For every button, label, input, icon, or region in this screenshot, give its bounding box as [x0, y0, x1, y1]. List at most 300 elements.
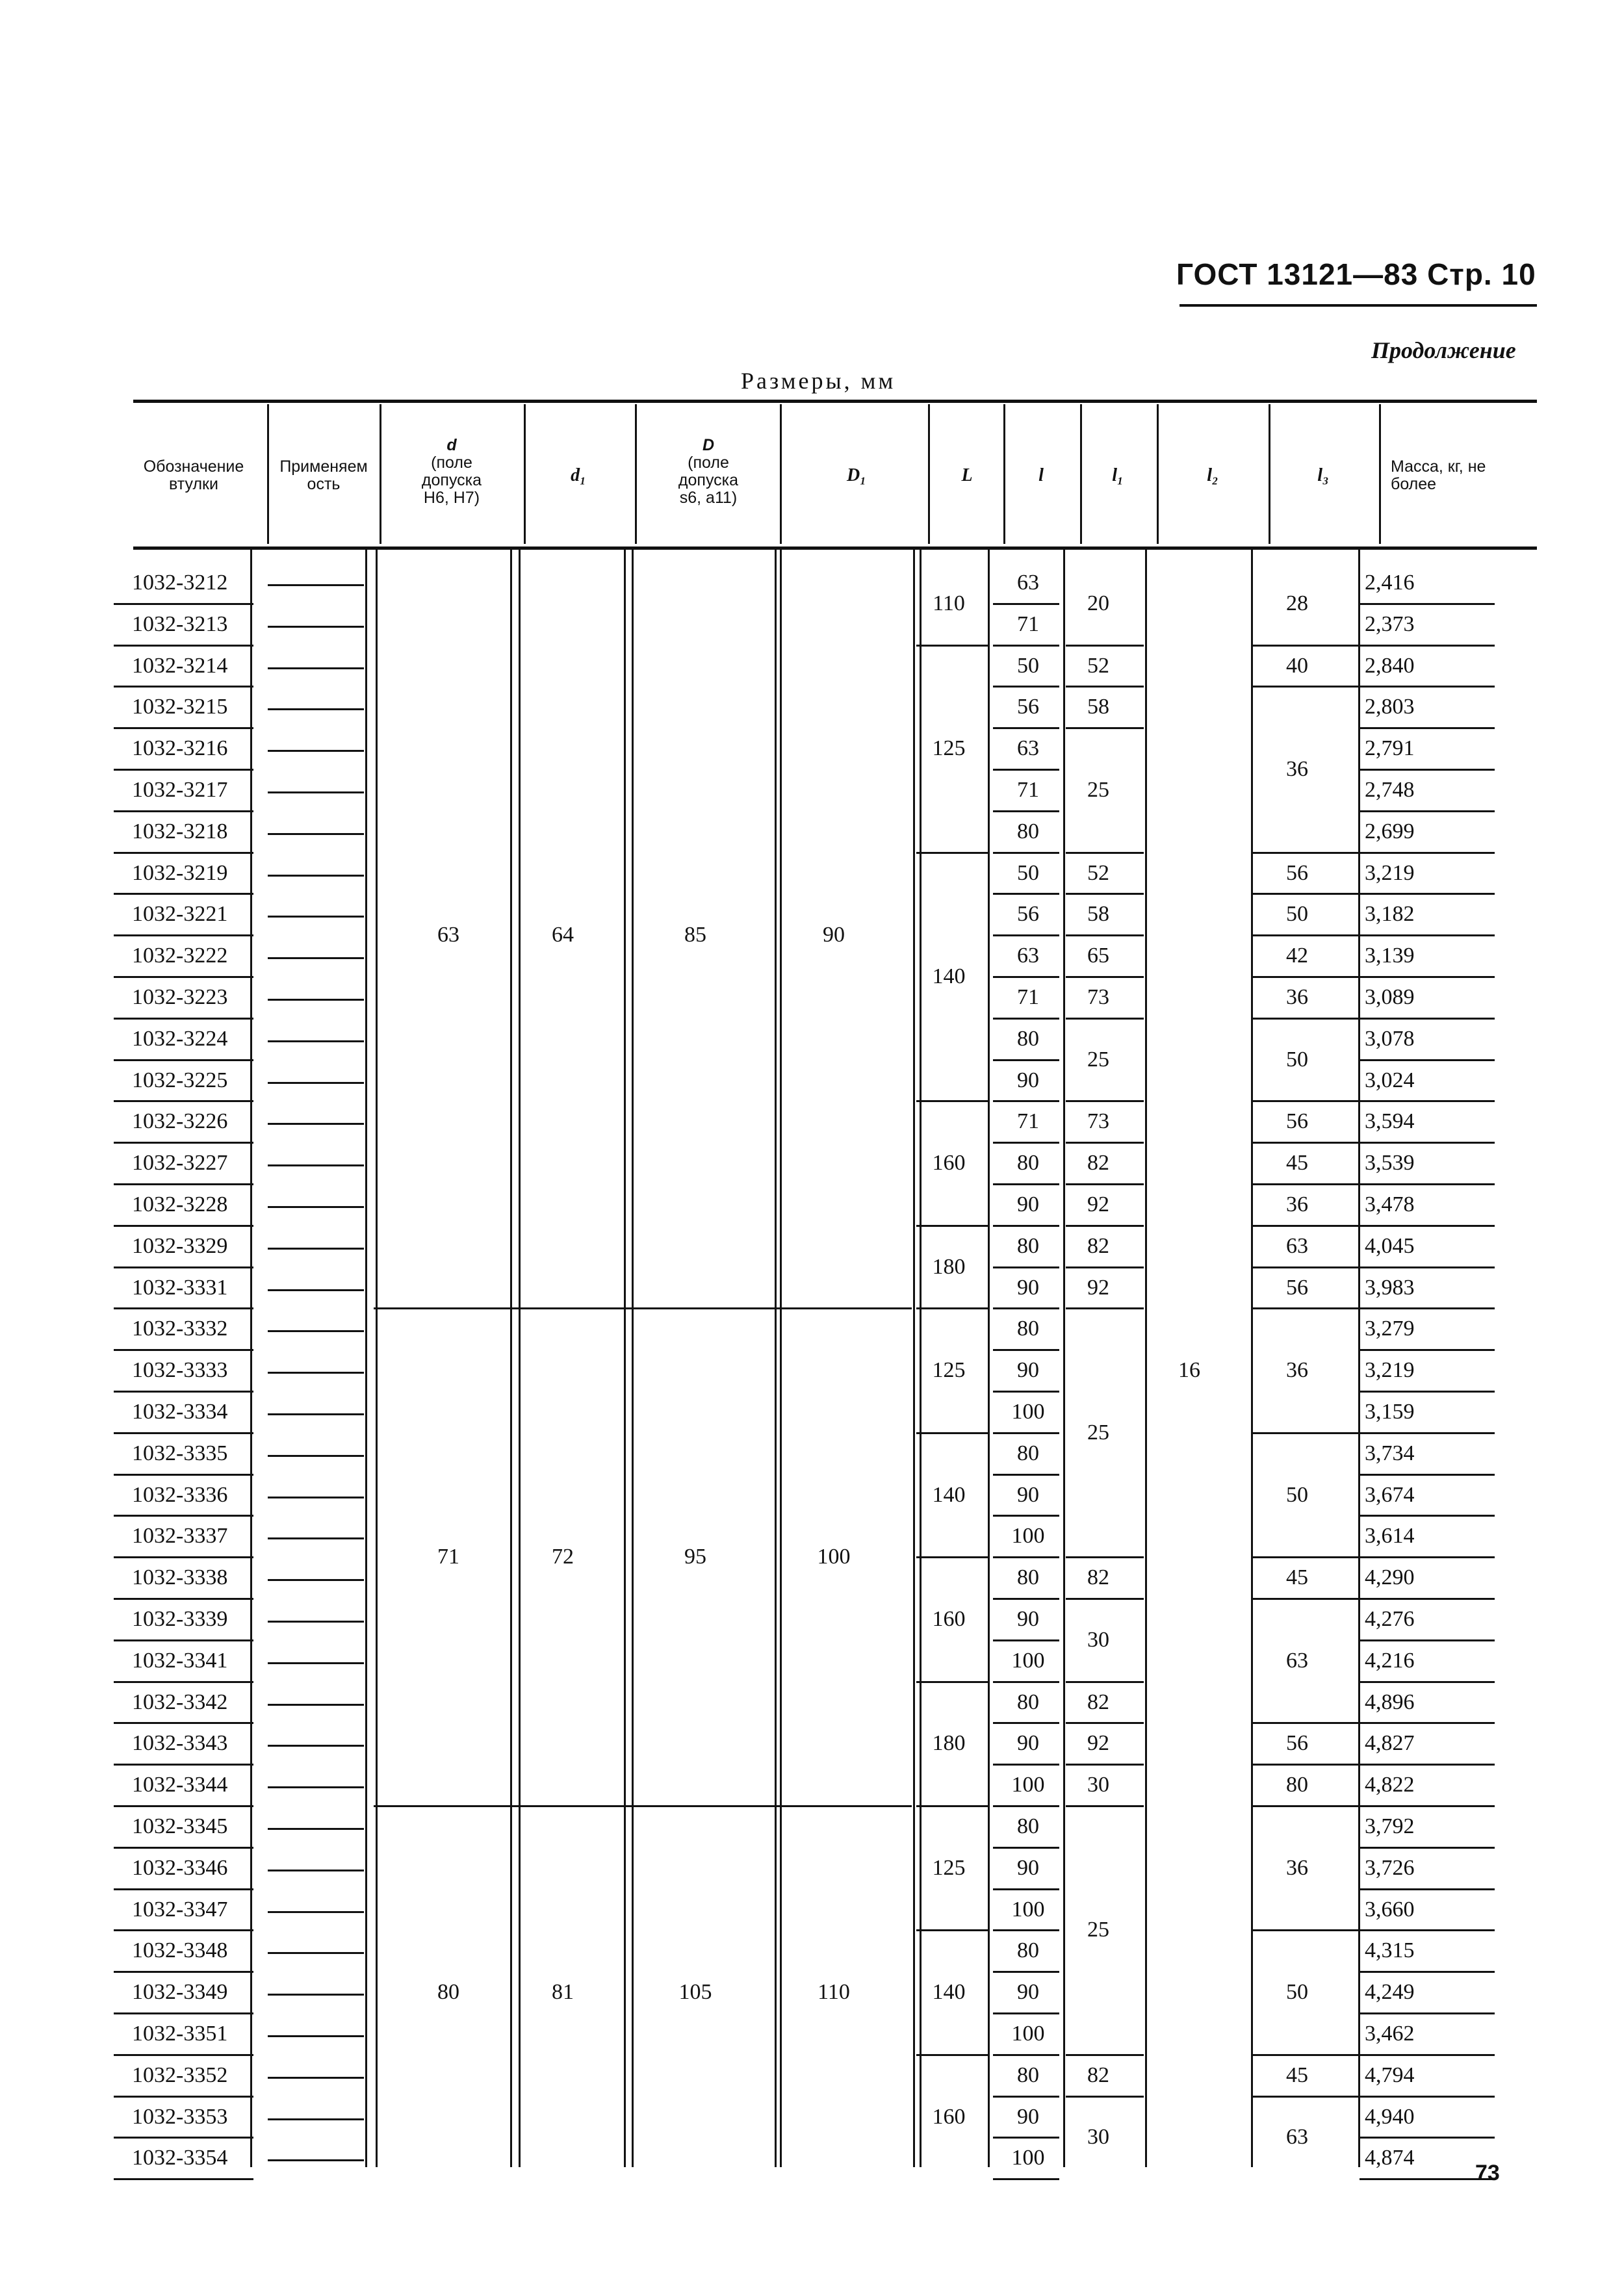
applicability-line	[268, 833, 364, 835]
l1-group-rule	[1066, 1556, 1144, 1558]
l3-group-rule	[1251, 1929, 1358, 1931]
applicability-line	[268, 1123, 364, 1125]
mass-rule	[1360, 1018, 1495, 1020]
l3-group-cell: 50	[1286, 1047, 1308, 1072]
applicability-line	[268, 1704, 364, 1706]
l1-group-cell: 25	[1087, 1918, 1109, 1942]
designation-cell: 1032-3339	[132, 1606, 228, 1631]
designation-underline	[114, 2096, 253, 2098]
l-cell: 71	[1017, 1109, 1039, 1134]
page-label: Стр. 10	[1427, 257, 1536, 291]
l-rule	[993, 686, 1059, 688]
L-group-cell: 125	[932, 1358, 966, 1383]
applicability-line	[268, 1289, 364, 1291]
d-group-cell: 80	[437, 1980, 459, 2005]
l-cell: 100	[1011, 1648, 1045, 1673]
l1-group-cell: 52	[1087, 860, 1109, 885]
l-cell: 50	[1017, 860, 1039, 885]
designation-cell: 1032-3345	[132, 1814, 228, 1838]
l-cell: 71	[1017, 984, 1039, 1009]
l1-group-rule	[1066, 1183, 1144, 1185]
mass-cell: 3,159	[1365, 1399, 1415, 1424]
l-rule	[993, 603, 1059, 605]
d1-group-cell: 64	[552, 923, 574, 947]
body-divider	[775, 549, 777, 2167]
col-header-d	[409, 437, 494, 507]
L-group-rule	[916, 1681, 988, 1683]
designation-underline	[114, 1598, 253, 1600]
mass-cell: 3,089	[1365, 984, 1415, 1009]
l3-group-rule	[1251, 1018, 1358, 1020]
applicability-line	[268, 1372, 364, 1374]
l1-group-rule	[1066, 1764, 1144, 1766]
mass-cell: 3,726	[1365, 1855, 1415, 1880]
applicability-line	[268, 1040, 364, 1042]
L-group-rule	[916, 1929, 988, 1931]
L-group-rule	[916, 1100, 988, 1102]
mass-rule	[1360, 1929, 1495, 1931]
mass-cell: 4,874	[1365, 2146, 1415, 2170]
mass-cell: 4,315	[1365, 1938, 1415, 1963]
col-header-l3: l₃	[1317, 465, 1329, 485]
l3-group-cell: 80	[1286, 1773, 1308, 1797]
l3-group-rule	[1251, 1183, 1358, 1185]
mass-cell: 3,983	[1365, 1275, 1415, 1300]
designation-underline	[114, 1474, 253, 1476]
applicability-line	[268, 1911, 364, 1913]
l-cell: 80	[1017, 1938, 1039, 1963]
applicability-line	[268, 1870, 364, 1871]
l3-group-rule	[1251, 893, 1358, 895]
l-cell: 80	[1017, 1690, 1039, 1714]
l3-group-rule	[1251, 1142, 1358, 1144]
l-cell: 80	[1017, 819, 1039, 843]
l1-group-cell: 58	[1087, 902, 1109, 927]
L-group-cell: 160	[932, 1606, 966, 1631]
designation-underline	[114, 1266, 253, 1268]
D1-group-cell: 110	[818, 1980, 850, 2005]
applicability-line	[268, 708, 364, 710]
designation-cell: 1032-3223	[132, 984, 228, 1009]
l3-group-cell: 36	[1286, 984, 1308, 1009]
mass-rule	[1360, 1805, 1495, 1807]
l-rule	[993, 1100, 1059, 1102]
col-header-d-note: (поле допуска H6, H7)	[421, 454, 482, 507]
mass-cell: 4,827	[1365, 1731, 1415, 1756]
mass-cell: 3,792	[1365, 1814, 1415, 1838]
mass-cell: 4,822	[1365, 1773, 1415, 1797]
body-divider	[988, 549, 990, 2167]
l1-group-cell: 82	[1087, 1565, 1109, 1590]
body-divider	[365, 549, 367, 2167]
designation-cell: 1032-3348	[132, 1938, 228, 1963]
l3-group-rule	[1251, 2096, 1358, 2098]
header-divider	[1269, 404, 1270, 544]
col-header-d1: d₁	[571, 465, 586, 485]
l1-group-cell: 92	[1087, 1731, 1109, 1756]
l1-group-rule	[1066, 2054, 1144, 2056]
l-cell: 80	[1017, 1565, 1039, 1590]
designation-underline	[114, 1888, 253, 1890]
mass-rule	[1360, 1432, 1495, 1434]
applicability-line	[268, 2077, 364, 2079]
mass-rule	[1360, 1266, 1495, 1268]
l1-group-cell: 92	[1087, 1275, 1109, 1300]
l-cell: 56	[1017, 902, 1039, 927]
designation-underline	[114, 852, 253, 854]
d-group-cell: 71	[437, 1545, 459, 1569]
header-divider	[1080, 404, 1082, 544]
applicability-line	[268, 791, 364, 793]
L-group-cell: 140	[932, 1482, 966, 1507]
l-rule	[993, 1349, 1059, 1351]
body-divider	[1145, 549, 1147, 2167]
l-rule	[993, 1639, 1059, 1641]
designation-cell: 1032-3352	[132, 2063, 228, 2087]
l3-group-rule	[1251, 1225, 1358, 1227]
mass-cell: 3,078	[1365, 1026, 1415, 1051]
designation-underline	[114, 976, 253, 978]
l-cell: 56	[1017, 695, 1039, 719]
l3-group-cell: 56	[1286, 860, 1308, 885]
mass-rule	[1360, 1722, 1495, 1724]
designation-underline	[114, 1059, 253, 1061]
l1-group-cell: 82	[1087, 1690, 1109, 1714]
l-rule	[993, 893, 1059, 895]
l-rule	[993, 1225, 1059, 1227]
L-group-rule	[916, 852, 988, 854]
l3-group-cell: 36	[1286, 1192, 1308, 1216]
l1-group-rule	[1066, 976, 1144, 978]
D-group-cell: 85	[684, 923, 706, 947]
designation-underline	[114, 893, 253, 895]
l-rule	[993, 976, 1059, 978]
L-group-rule	[916, 645, 988, 647]
designation-cell: 1032-3222	[132, 944, 228, 968]
designation-cell: 1032-3217	[132, 777, 228, 802]
designation-underline	[114, 1515, 253, 1517]
designation-cell: 1032-3216	[132, 736, 228, 761]
l-rule	[993, 1391, 1059, 1393]
l-cell: 100	[1011, 1897, 1045, 1922]
D1-group-cell: 90	[823, 923, 845, 947]
mass-cell: 2,699	[1365, 819, 1415, 843]
l1-group-rule	[1066, 645, 1144, 647]
applicability-line	[268, 957, 364, 959]
l3-group-cell: 56	[1286, 1109, 1308, 1134]
mass-cell: 4,940	[1365, 2104, 1415, 2129]
applicability-line	[268, 1952, 364, 1954]
L-group-rule	[916, 2054, 988, 2056]
l-cell: 63	[1017, 944, 1039, 968]
designation-cell: 1032-3333	[132, 1358, 228, 1383]
l-cell: 80	[1017, 1814, 1039, 1838]
l-cell: 90	[1017, 1482, 1039, 1507]
l-cell: 90	[1017, 1606, 1039, 1631]
l1-group-cell: 30	[1087, 1627, 1109, 1652]
l-rule	[993, 645, 1059, 647]
designation-underline	[114, 1018, 253, 1020]
l-rule	[993, 1598, 1059, 1600]
mass-cell: 4,794	[1365, 2063, 1415, 2087]
l1-group-rule	[1066, 2096, 1144, 2098]
mass-rule	[1360, 852, 1495, 854]
applicability-line	[268, 584, 364, 586]
mass-rule	[1360, 2137, 1495, 2139]
L-group-cell: 160	[932, 1151, 966, 1176]
l1-group-cell: 82	[1087, 1151, 1109, 1176]
l3-group-rule	[1251, 976, 1358, 978]
mass-cell: 2,840	[1365, 653, 1415, 678]
L-group-cell: 140	[932, 1980, 966, 2005]
l1-group-rule	[1066, 1805, 1144, 1807]
mass-rule	[1360, 1142, 1495, 1144]
d1-group-cell: 81	[552, 1980, 574, 2005]
designation-underline	[114, 2137, 253, 2139]
l-rule	[993, 769, 1059, 771]
mass-cell: 4,216	[1365, 1648, 1415, 1673]
designation-underline	[114, 2012, 253, 2014]
body-divider	[1358, 549, 1360, 2167]
mass-rule	[1360, 1059, 1495, 1061]
designation-underline	[114, 2178, 253, 2180]
designation-cell: 1032-3331	[132, 1275, 228, 1300]
mass-rule	[1360, 2178, 1495, 2180]
mass-rule	[1360, 1183, 1495, 1185]
l-rule	[993, 2054, 1059, 2056]
l3-group-cell: 40	[1286, 653, 1308, 678]
mass-rule	[1360, 686, 1495, 688]
l3-group-cell: 50	[1286, 1482, 1308, 1507]
D-group-cell: 105	[678, 1980, 712, 2005]
l1-group-cell: 25	[1087, 1420, 1109, 1445]
designation-cell: 1032-3228	[132, 1192, 228, 1216]
mass-rule	[1360, 727, 1495, 729]
mass-rule	[1360, 976, 1495, 978]
l3-group-cell: 45	[1286, 1151, 1308, 1176]
l1-group-cell: 73	[1087, 984, 1109, 1009]
D-group-cell: 95	[684, 1545, 706, 1569]
mass-rule	[1360, 2096, 1495, 2098]
body-divider	[920, 549, 922, 2167]
mass-rule	[1360, 1100, 1495, 1102]
l1-group-rule	[1066, 893, 1144, 895]
l-cell: 100	[1011, 1524, 1045, 1549]
designation-underline	[114, 1432, 253, 1434]
L-group-rule	[916, 1556, 988, 1558]
l1-group-rule	[1066, 727, 1144, 729]
L-group-cell: 180	[932, 1731, 966, 1756]
designation-cell: 1032-3227	[132, 1151, 228, 1176]
L-group-rule	[916, 1805, 988, 1807]
D1-group-rule	[777, 1805, 912, 1807]
designation-underline	[114, 1639, 253, 1641]
l-rule	[993, 1764, 1059, 1766]
l-cell: 90	[1017, 1980, 1039, 2005]
col-header-d-symbol: d	[446, 436, 457, 454]
mass-cell: 3,139	[1365, 944, 1415, 968]
l3-group-rule	[1251, 1432, 1358, 1434]
l1-group-rule	[1066, 1307, 1144, 1309]
l-cell: 80	[1017, 2063, 1039, 2087]
mass-rule	[1360, 769, 1495, 771]
l3-group-cell: 63	[1286, 2125, 1308, 2150]
l3-group-cell: 63	[1286, 1233, 1308, 1258]
mass-cell: 3,614	[1365, 1524, 1415, 1549]
designation-underline	[114, 1391, 253, 1393]
D-group-rule	[627, 1805, 777, 1807]
designation-cell: 1032-3224	[132, 1026, 228, 1051]
applicability-line	[268, 1455, 364, 1457]
designation-cell: 1032-3349	[132, 1980, 228, 2005]
designation-underline	[114, 1183, 253, 1185]
l1-group-cell: 82	[1087, 2063, 1109, 2087]
l-cell: 90	[1017, 1192, 1039, 1216]
designation-cell: 1032-3218	[132, 819, 228, 843]
body-divider	[632, 549, 634, 2167]
L-group-cell: 125	[932, 1855, 966, 1880]
l-rule	[993, 1183, 1059, 1185]
L-group-cell: 125	[932, 736, 966, 761]
l3-group-rule	[1251, 686, 1358, 688]
designation-cell: 1032-3334	[132, 1399, 228, 1424]
mass-cell: 2,748	[1365, 777, 1415, 802]
l-cell: 80	[1017, 1317, 1039, 1341]
mass-cell: 3,734	[1365, 1441, 1415, 1465]
mass-rule	[1360, 1391, 1495, 1393]
header-divider	[1379, 404, 1381, 544]
applicability-line	[268, 1828, 364, 1830]
mass-rule	[1360, 1598, 1495, 1600]
l-cell: 90	[1017, 1731, 1039, 1756]
l2-group-cell: 16	[1178, 1358, 1200, 1383]
mass-cell: 3,182	[1365, 902, 1415, 927]
header-divider	[380, 404, 381, 544]
l-rule	[993, 1266, 1059, 1268]
body-divider	[519, 549, 521, 2167]
designation-underline	[114, 1929, 253, 1931]
designation-underline	[114, 1847, 253, 1849]
l1-group-cell: 25	[1087, 1047, 1109, 1072]
applicability-line	[268, 1994, 364, 1996]
l3-group-cell: 28	[1286, 591, 1308, 615]
col-header-l: l	[1038, 465, 1044, 485]
l3-group-cell: 50	[1286, 902, 1308, 927]
designation-cell: 1032-3213	[132, 611, 228, 636]
continuation-label: Продолжение	[1371, 337, 1516, 363]
d-group-rule	[374, 1805, 513, 1807]
mass-cell: 3,594	[1365, 1109, 1415, 1134]
designation-underline	[114, 686, 253, 688]
mass-rule	[1360, 934, 1495, 936]
header-divider	[524, 404, 526, 544]
l1-group-rule	[1066, 1266, 1144, 1268]
l3-group-rule	[1251, 1100, 1358, 1102]
l1-group-rule	[1066, 1722, 1144, 1724]
l3-group-rule	[1251, 645, 1358, 647]
designation-underline	[114, 645, 253, 647]
designation-underline	[114, 1349, 253, 1351]
designation-cell: 1032-3221	[132, 902, 228, 927]
l-cell: 71	[1017, 611, 1039, 636]
l3-group-rule	[1251, 1764, 1358, 1766]
document-header	[1176, 257, 1536, 292]
applicability-line	[268, 1330, 364, 1332]
l-cell: 80	[1017, 1233, 1039, 1258]
mass-cell: 4,290	[1365, 1565, 1415, 1590]
applicability-line	[268, 1082, 364, 1084]
dimensions-caption: Размеры, мм	[741, 368, 896, 394]
L-group-rule	[916, 1432, 988, 1434]
designation-cell: 1032-3353	[132, 2104, 228, 2129]
col-header-D-note: (поле допуска s6, a11)	[678, 454, 739, 507]
applicability-line	[268, 1579, 364, 1581]
mass-rule	[1360, 1847, 1495, 1849]
l-rule	[993, 2178, 1059, 2180]
l3-group-cell: 42	[1286, 944, 1308, 968]
d1-group-cell: 72	[552, 1545, 574, 1569]
l3-group-cell: 63	[1286, 1648, 1308, 1673]
designation-cell: 1032-3347	[132, 1897, 228, 1922]
applicability-line	[268, 2035, 364, 2037]
l1-group-rule	[1066, 1598, 1144, 1600]
mass-cell: 4,276	[1365, 1606, 1415, 1631]
l1-group-rule	[1066, 1018, 1144, 1020]
l-rule	[993, 1847, 1059, 1849]
designation-cell: 1032-3329	[132, 1233, 228, 1258]
col-header-l2: l₂	[1207, 465, 1218, 485]
designation-underline	[114, 603, 253, 605]
d-group-rule	[374, 1307, 513, 1309]
L-group-rule	[916, 1307, 988, 1309]
l1-group-rule	[1066, 686, 1144, 688]
designation-cell: 1032-3214	[132, 653, 228, 678]
designation-cell: 1032-3225	[132, 1068, 228, 1092]
mass-cell: 4,249	[1365, 1980, 1415, 2005]
designation-underline	[114, 1764, 253, 1766]
mass-cell: 3,539	[1365, 1151, 1415, 1176]
mass-rule	[1360, 1764, 1495, 1766]
l3-group-cell: 56	[1286, 1731, 1308, 1756]
l-rule	[993, 1681, 1059, 1683]
body-divider	[913, 549, 915, 2167]
l3-group-cell: 36	[1286, 1358, 1308, 1383]
l3-group-rule	[1251, 1722, 1358, 1724]
l-cell: 90	[1017, 2104, 1039, 2129]
body-divider	[250, 549, 252, 2167]
designation-underline	[114, 1556, 253, 1558]
applicability-line	[268, 2159, 364, 2161]
l-cell: 80	[1017, 1151, 1039, 1176]
table-top-rule	[133, 400, 1537, 403]
mass-cell: 2,803	[1365, 695, 1415, 719]
designation-cell: 1032-3354	[132, 2146, 228, 2170]
L-group-cell: 180	[932, 1254, 966, 1279]
table-header-rule	[133, 546, 1537, 550]
l-rule	[993, 1018, 1059, 1020]
L-group-rule	[916, 1225, 988, 1227]
mass-cell: 3,279	[1365, 1317, 1415, 1341]
mass-rule	[1360, 603, 1495, 605]
designation-underline	[114, 934, 253, 936]
mass-cell: 2,416	[1365, 570, 1415, 595]
designation-underline	[114, 769, 253, 771]
l1-group-rule	[1066, 1100, 1144, 1102]
l3-group-cell: 36	[1286, 757, 1308, 781]
designation-underline	[114, 1307, 253, 1309]
l-rule	[993, 727, 1059, 729]
applicability-line	[268, 1786, 364, 1788]
